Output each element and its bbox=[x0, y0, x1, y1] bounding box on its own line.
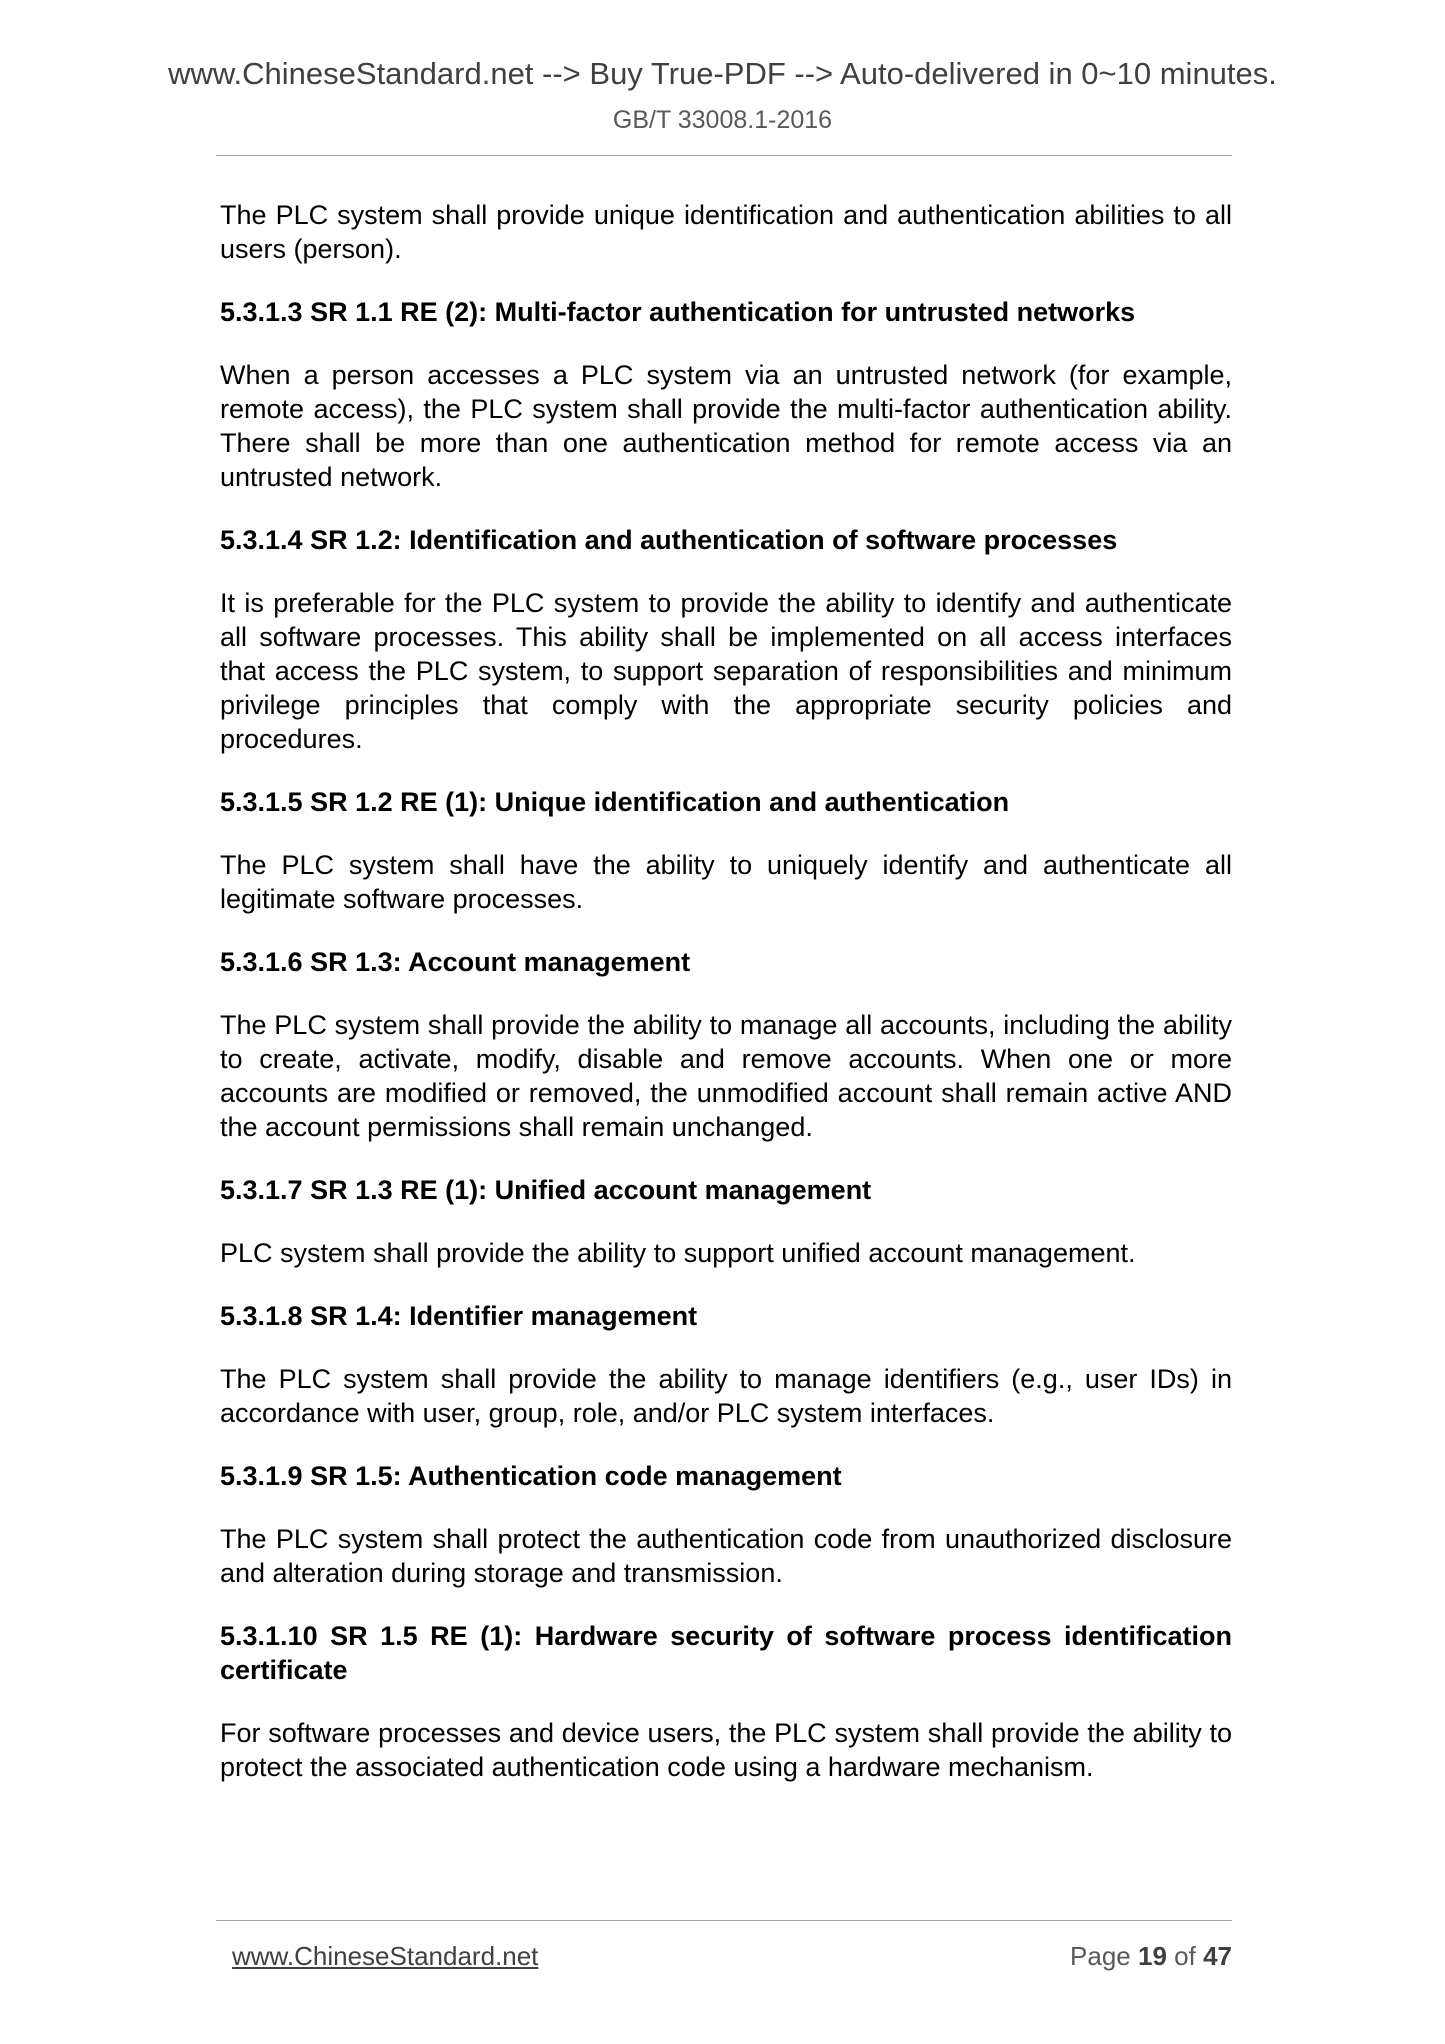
clause-heading: 5.3.1.4 SR 1.2: Identification and authentication of software processes bbox=[220, 525, 1118, 555]
page-total: 47 bbox=[1203, 1941, 1232, 1971]
page-label: Page bbox=[1070, 1941, 1131, 1971]
standard-number: GB/T 33008.1-2016 bbox=[612, 106, 833, 134]
body-paragraph: It is preferable for the PLC system to provide the ability to identify and authenticate all software processes. This ability shall be implemented on all access interfaces that access the PLC system, to support separation of responsibilities and minimum privilege principles that comply with the appropriate security policies and procedures. bbox=[220, 588, 1232, 754]
body-paragraph: The PLC system shall provide the ability to manage all accounts, including the ability to create, activate, modify, disable and remove accounts. When one or more accounts are modified or removed, the unmodified account shall remain active AND the account permissions shall remain unchanged. bbox=[220, 1010, 1232, 1142]
footer-divider bbox=[216, 1920, 1232, 1921]
clause-heading: 5.3.1.10 SR 1.5 RE (1): Hardware security of software process identification certificate bbox=[220, 1621, 1232, 1685]
body-paragraph: When a person accesses a PLC system via an untrusted network (for example, remote access), the PLC system shall provide the multi-factor authentication ability. There shall be more than one authentication method for remote access via an untrusted network. bbox=[220, 360, 1232, 492]
clause-heading: 5.3.1.7 SR 1.3 RE (1): Unified account management bbox=[220, 1175, 872, 1205]
body-paragraph: The PLC system shall provide unique identification and authentication abilities to all users (person). bbox=[220, 200, 1232, 264]
footer-website-link[interactable]: www.ChineseStandard.net bbox=[232, 1941, 539, 1971]
clause-heading: 5.3.1.6 SR 1.3: Account management bbox=[220, 947, 691, 977]
body-paragraph: The PLC system shall have the ability to uniquely identify and authenticate all legitimate software processes. bbox=[220, 850, 1232, 914]
page-indicator bbox=[1070, 1941, 1232, 1972]
page-of: of bbox=[1174, 1941, 1196, 1971]
body-paragraph: PLC system shall provide the ability to support unified account management. bbox=[220, 1238, 1136, 1268]
body-paragraph: The PLC system shall provide the ability to manage identifiers (e.g., user IDs) in accordance with user, group, role, and/or PLC system interfaces. bbox=[220, 1364, 1232, 1428]
header-banner: www.ChineseStandard.net --> Buy True-PDF --> Auto-delivered in 0~10 minutes. bbox=[168, 56, 1277, 91]
clause-heading: 5.3.1.3 SR 1.1 RE (2): Multi-factor authentication for untrusted networks bbox=[220, 297, 1136, 327]
header-divider bbox=[216, 155, 1232, 156]
document-body bbox=[220, 198, 1232, 1813]
clause-heading: 5.3.1.8 SR 1.4: Identifier management bbox=[220, 1301, 698, 1331]
body-paragraph: The PLC system shall protect the authentication code from unauthorized disclosure and alteration during storage and transmission. bbox=[220, 1524, 1232, 1588]
body-paragraph: For software processes and device users, the PLC system shall provide the ability to protect the associated authentication code using a hardware mechanism. bbox=[220, 1718, 1232, 1782]
clause-heading: 5.3.1.5 SR 1.2 RE (1): Unique identification and authentication bbox=[220, 787, 1010, 817]
page-current: 19 bbox=[1138, 1941, 1167, 1971]
clause-heading: 5.3.1.9 SR 1.5: Authentication code management bbox=[220, 1461, 842, 1491]
